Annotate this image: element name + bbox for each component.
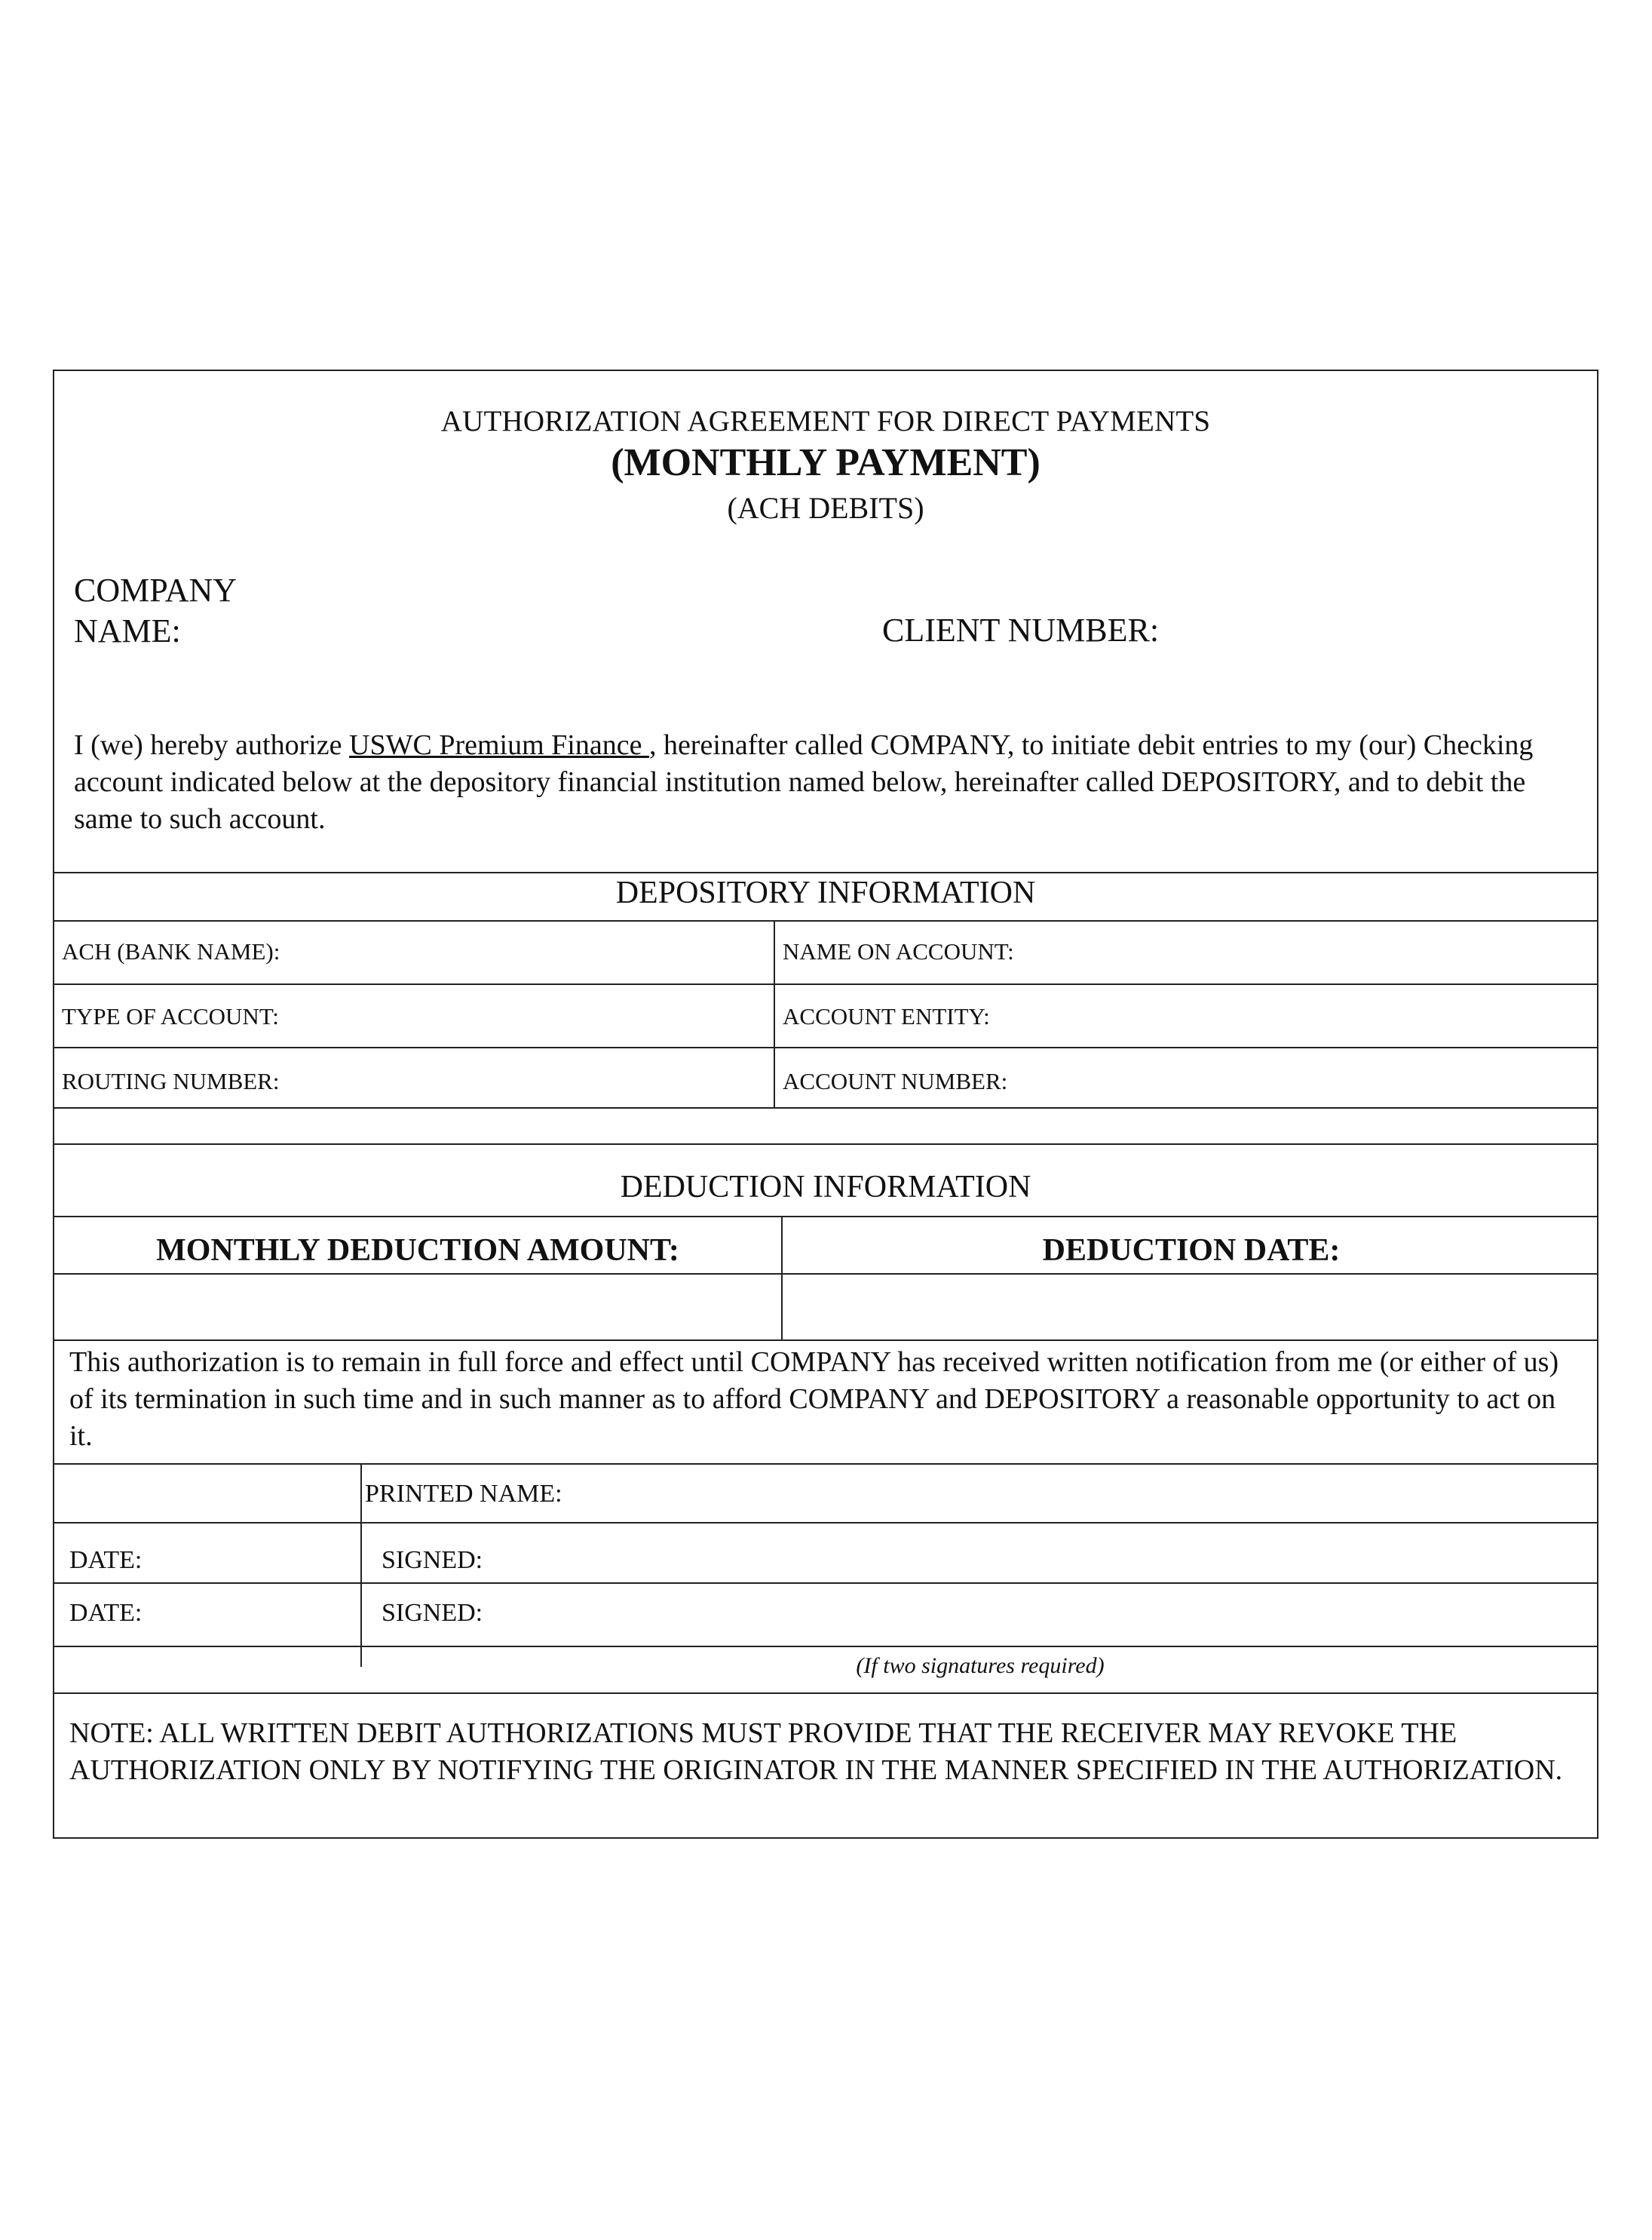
divider xyxy=(54,1273,1597,1275)
divider xyxy=(54,983,1597,985)
form-subtitle-ach: (ACH DEBITS) xyxy=(727,491,924,525)
routing-number-label: ROUTING NUMBER: xyxy=(62,1068,280,1094)
two-signatures-note: (If two signatures required) xyxy=(856,1653,1105,1678)
company-name-label xyxy=(74,570,375,652)
bank-name-label: ACH (BANK NAME): xyxy=(62,938,280,965)
form-title: AUTHORIZATION AGREEMENT FOR DIRECT PAYMENTS xyxy=(440,405,1211,437)
deduction-section-title: DEDUCTION INFORMATION xyxy=(620,1170,1031,1204)
authorization-form xyxy=(53,370,1598,1839)
client-number-label: CLIENT NUMBER: xyxy=(882,612,1160,649)
divider xyxy=(54,1339,1597,1341)
authorized-company-name: USWC Premium Finance xyxy=(349,729,649,761)
account-entity-label: ACCOUNT ENTITY: xyxy=(783,1003,990,1029)
account-number-label: ACCOUNT NUMBER: xyxy=(783,1068,1008,1094)
authorization-paragraph xyxy=(74,727,1567,838)
divider xyxy=(54,1463,1597,1465)
company-name-label-line1: COMPANY xyxy=(74,572,238,609)
column-divider xyxy=(360,1463,362,1667)
signed-label-1: SIGNED: xyxy=(382,1546,483,1574)
divider xyxy=(54,1216,1597,1217)
depository-section-title: DEPOSITORY INFORMATION xyxy=(615,876,1036,910)
date-label-2: DATE: xyxy=(69,1599,143,1627)
form-subtitle: (MONTHLY PAYMENT) xyxy=(611,441,1041,484)
divider xyxy=(54,1047,1597,1048)
printed-name-label: PRINTED NAME: xyxy=(365,1480,562,1508)
divider xyxy=(54,920,1597,922)
deduction-date-header: DEDUCTION DATE: xyxy=(1042,1233,1341,1268)
divider xyxy=(54,1646,1597,1647)
signed-label-2: SIGNED: xyxy=(382,1599,483,1627)
divider xyxy=(54,872,1597,873)
name-on-account-label: NAME ON ACCOUNT: xyxy=(783,938,1014,965)
divider xyxy=(54,1582,1597,1584)
revocation-note: NOTE: ALL WRITTEN DEBIT AUTHORIZATIONS MUST PROVIDE THAT THE RECEIVER MAY REVOKE THE AUTHORIZATION ONLY BY NOTIFYING THE ORIGINATOR IN THE MANNER SPECIFIED IN THE AUTHORIZATION. xyxy=(69,1717,1563,1786)
type-of-account-label: TYPE OF ACCOUNT: xyxy=(62,1003,279,1029)
terms-paragraph: This authorization is to remain in full force and effect until COMPANY has received written notification from me (or either of us) of its termination in such time and in such manner as to afford COMPANY and DEPOSITORY a reasonable opportunity to act on it. xyxy=(69,1346,1559,1452)
date-label-1: DATE: xyxy=(69,1546,143,1574)
divider xyxy=(54,1522,1597,1524)
column-divider xyxy=(774,920,775,1107)
company-name-label-line2: NAME: xyxy=(74,612,181,649)
divider xyxy=(54,1143,1597,1145)
divider xyxy=(54,1692,1597,1694)
authorization-prefix: I (we) hereby authorize xyxy=(74,729,350,761)
authorization-suffix: , hereinafter called COMPANY, to initiate debit entries to my (our) Checking account indicated below at the depository financial institution named below, hereinafter called DEPOSITORY, and to debit the same to such account. xyxy=(74,729,1534,835)
monthly-deduction-amount-header: MONTHLY DEDUCTION AMOUNT: xyxy=(156,1233,679,1268)
divider xyxy=(54,1107,1597,1109)
